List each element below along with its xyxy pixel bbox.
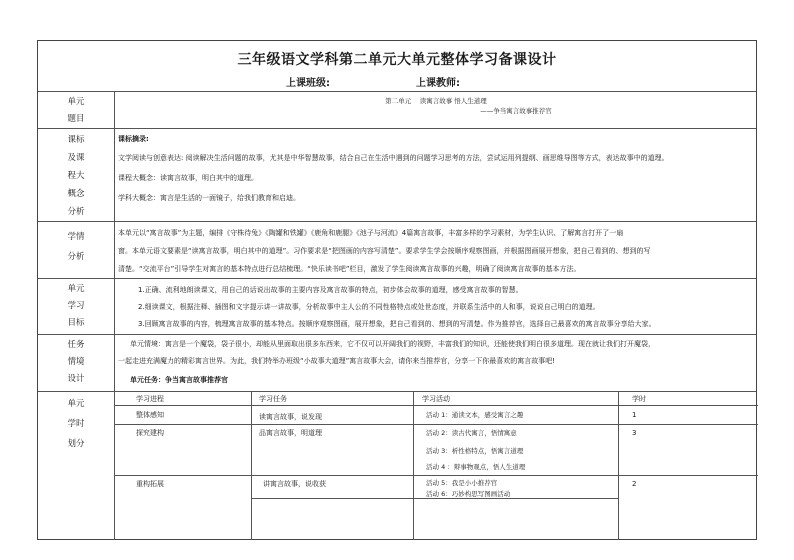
standards-text: 文学阅读与创意表达: 阅读解决生活问题的故事，尤其是中华智慧故事，结合自己在生活中遇到的问题学习思考的方法，尝试运用列提纲、画思维导图等方式，表达故事中的道理。 [118, 154, 669, 162]
unit-task: 单元任务：争当寓言故事推荐官 [130, 376, 228, 384]
lesson-plan-page [37, 40, 757, 540]
teacher-label: 上课教师: [416, 78, 460, 89]
schedule-header-activity: 学习活动 [422, 395, 450, 403]
schedule-col-divider [251, 391, 252, 540]
row-divider [38, 221, 756, 222]
schedule-hours: 2 [632, 480, 637, 488]
label-unit-topic: 单元 题目 [67, 97, 85, 124]
label-situation: 任务 情境 设计 [67, 340, 85, 384]
subject-concept: 学科大概念：寓言是生活的一面镜子，给我们教育和启迪。 [118, 194, 300, 202]
label-column-divider [114, 91, 115, 540]
goal-item: 1.正确、流利地朗读课文，用自己的话说出故事的主要内容及寓言故事的特点，初步体会故事的道理，感受寓言故事的智慧。 [138, 286, 523, 294]
schedule-header-process: 学习进程 [136, 395, 164, 403]
label-analysis: 学情 分析 [67, 232, 85, 262]
schedule-col-divider [413, 391, 414, 540]
standards-heading: 课标摘录: [118, 135, 149, 143]
schedule-hours: 3 [632, 429, 637, 437]
schedule-activity: 活动 4 ：辩事物观点，悟人生道理 [426, 463, 526, 471]
schedule-activity: 活动 1：通读文本，感受寓言之趣 [426, 411, 524, 419]
schedule-task: 讲寓言故事，说收获 [263, 480, 326, 488]
situation-text: 一起走进充满魔力的精彩寓言世界。为此，我们特举办班级“小故事大道理”寓言故事大会，请你来当推荐官，分享一下你最喜欢的寓言故事吧! [118, 357, 556, 365]
analysis-line: 清楚。“交流平台”引导学生对寓言的基本特点进行总结梳理。“快乐读书吧”栏目，激发了学生阅读寓言故事的兴趣，明确了阅读寓言故事的基本方法。 [118, 265, 581, 273]
schedule-activity: 活动 3：析性格特点，悟寓言道理 [426, 447, 524, 455]
schedule-activity: 活动 6：巧妙构思写图画活动 [426, 490, 511, 498]
label-standards: 课标 及课 程大 概念 分析 [67, 135, 85, 217]
schedule-task: 品寓言故事，明道理 [259, 429, 322, 437]
schedule-col-divider [618, 391, 619, 540]
schedule-header-hours: 学时 [632, 395, 646, 403]
label-schedule: 单元 学时 划分 [67, 399, 85, 449]
row-divider [38, 334, 756, 335]
label-goals: 单元 学习 目标 [67, 284, 85, 328]
schedule-row-divider [114, 405, 758, 406]
schedule-header-task: 学习任务 [259, 395, 287, 403]
schedule-task: 读寓言故事，说发现 [259, 413, 322, 421]
schedule-activity: 活动 2：读古代寓言，悟情寓意 [426, 429, 517, 437]
schedule-hours: 1 [632, 411, 637, 419]
schedule-process: 整体感知 [136, 411, 164, 419]
analysis-line: 本单元以“寓言故事”为主题，编排《守株待兔》《陶罐和铁罐》《鹿角和鹿腿》《池子与河流》4篇寓言故事，丰富多样的学习素材，为学生认识、了解寓言打开了一扇 [118, 229, 624, 237]
course-concept: 课程大概念：读寓言故事，明白其中的道理。 [118, 174, 258, 182]
goal-item: 3.回顾寓言故事的内容，梳理寓言故事的基本特点。按顺序观察图画，展开想象，把自己看到的、想到的写清楚。作为推荐官，选择自己最喜欢的寓言故事分享给大家。 [138, 320, 656, 328]
situation-text: 单元情境：寓言是一个魔袋，袋子很小，却能从里面取出很多东西来，它不仅可以开阔我们的视野，丰富我们的知识，还能使我们明白很多道理。现在就让我们打开魔袋， [130, 340, 655, 348]
class-label: 上课班级: [286, 78, 330, 89]
schedule-row-divider [114, 475, 758, 476]
page-title: 三年级语文学科第二单元大单元整体学习备课设计 [237, 52, 557, 68]
analysis-line: 窗。本单元语文要素是“读寓言故事，明白其中的道理”。习作要求是“把图画的内容写清楚”。要求学生学会按顺序观察图画，并根据图画展开想象，把自己看到的、想到的写 [118, 247, 651, 255]
row-divider [38, 91, 756, 92]
schedule-process: 探究建构 [136, 429, 164, 437]
row-divider [38, 128, 756, 129]
schedule-row-divider [114, 424, 758, 425]
unit-topic-subtitle: ——争当寓言故事推荐官 [480, 107, 552, 115]
schedule-activity: 活动 5：我是小小推荐官 [426, 479, 498, 487]
row-divider [38, 278, 756, 279]
unit-topic-title: 第二单元 读寓言故事 悟人生道理 [385, 97, 487, 105]
row-divider [38, 391, 756, 392]
goal-item: 2.细读课文，根据注释、插图和文字提示讲一讲故事，分析故事中主人公的不同性格特点或处世态度，并联系生活中的人和事，说说自己明白的道理。 [138, 303, 600, 311]
schedule-process: 重构拓展 [136, 480, 164, 488]
